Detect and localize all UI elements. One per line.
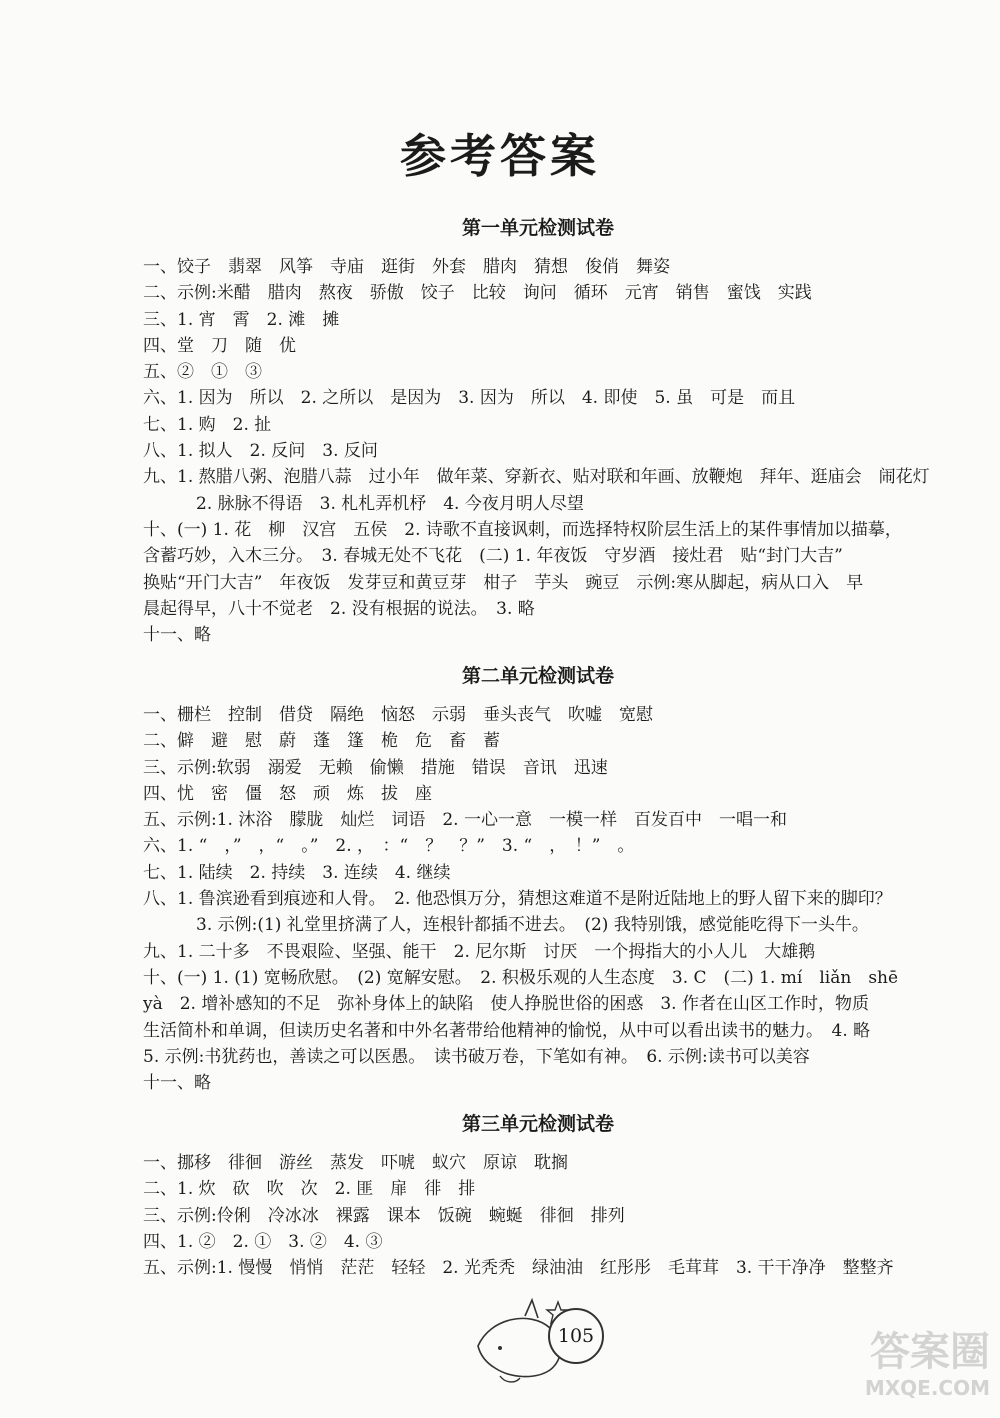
answer-line: 九、1. 熬腊八粥、泡腊八蒜 过小年 做年菜、穿新衣、贴对联和年画、放鞭炮 拜年、逛庙会 闹花灯	[143, 467, 930, 488]
answer-line: yà 2. 增补感知的不足 弥补身体上的缺陷 使人挣脱世俗的困惑 3. 作者在山区工作时，物质	[143, 994, 869, 1015]
answer-line: 晨起得早，八十不觉老 2. 没有根据的说法。 3. 略	[143, 598, 535, 619]
answer-line: 二、1. 炊 砍 吹 次 2. 匪 扉 徘 排	[143, 1179, 476, 1200]
answer-line: 六、1. 因为 所以 2. 之所以 是因为 3. 因为 所以 4. 即使 5. 虽 可是 而且	[143, 388, 796, 409]
section-unit-3	[143, 1106, 933, 1281]
section-title: 第二单元检测试卷	[461, 665, 614, 687]
answer-line: 一、挪移 徘徊 游丝 蒸发 吓唬 蚁穴 原谅 耽搁	[143, 1153, 568, 1173]
answer-lines	[143, 1150, 933, 1281]
answer-line: 五、示例:1. 沐浴 朦胧 灿烂 词语 2. 一心一意 一模一样 百发百中 一唱一和	[143, 810, 787, 831]
answer-line: 四、堂 刀 随 优	[143, 335, 296, 356]
answer-line: 5. 示例:书犹药也，善读之可以医愚。 读书破万卷，下笔如有神。 6. 示例:读书可以美容	[143, 1046, 810, 1067]
page-number: 105	[548, 1308, 604, 1364]
answer-lines	[143, 702, 933, 1096]
answer-line: 换贴“开门大吉” 年夜饭 发芽豆和黄豆芽 柑子 芋头 豌豆 示例:寒从脚起，病从口入 早	[143, 572, 864, 593]
answer-line: 七、1. 陆续 2. 持续 3. 连续 4. 继续	[143, 862, 451, 883]
answer-line: 八、1. 拟人 2. 反问 3. 反问	[143, 441, 378, 462]
watermark-text: 答案圈	[870, 1329, 990, 1375]
answer-line: 一、饺子 翡翠 风筝 寺庙 逛街 外套 腊肉 猜想 俊俏 舞姿	[143, 257, 670, 277]
section-title: 第一单元检测试卷	[461, 217, 614, 239]
answer-lines	[143, 254, 933, 648]
answer-line: 生活简朴和单调，但读历史名著和中外名著带给他精神的愉悦，从中可以看出读书的魅力。 4. 略	[143, 1020, 871, 1041]
answer-line: 2. 脉脉不得语 3. 札札弄机杼 4. 今夜月明人尽望	[179, 493, 584, 514]
answer-line: 六、1. “ ，” ，“ 。” 2. ， ：“ ？ ？” 3. “ ， ！” 。	[143, 836, 635, 857]
watermark-url: MXQE.COM	[864, 1376, 990, 1400]
section-unit-1	[143, 210, 933, 648]
answer-line: 十、(一) 1. 花 柳 汉宫 五侯 2. 诗歌不直接讽刺，而选择特权阶层生活上的某件事情加以描摹，	[143, 519, 902, 540]
page-title: 参考答案	[400, 129, 600, 183]
answer-line: 三、示例:软弱 溺爱 无赖 偷懒 措施 错误 音讯 迅速	[143, 757, 608, 778]
answer-line: 八、1. 鲁滨逊看到痕迹和人骨。 2. 他恐惧万分，猜想这难道不是附近陆地上的野人留下来的脚印？	[143, 889, 892, 910]
answer-line: 一、栅栏 控制 借贷 隔绝 恼怒 示弱 垂头丧气 吹嘘 宽慰	[143, 705, 653, 725]
answer-line: 二、示例:米醋 腊肉 熬夜 骄傲 饺子 比较 询问 循环 元宵 销售 蜜饯 实践	[143, 283, 812, 304]
answer-line: 九、1. 二十多 不畏艰险、坚强、能干 2. 尼尔斯 讨厌 一个拇指大的小人儿 大雄鹅	[143, 941, 816, 962]
answer-line: 三、示例:伶俐 冷冰冰 裸露 课本 饭碗 蜿蜒 徘徊 排列	[143, 1205, 625, 1226]
page-footer	[470, 1288, 620, 1398]
answer-line: 十、(一) 1. (1) 宽畅欣慰。 (2) 宽解安慰。 2. 积极乐观的人生态度 3. C (二) 1. mí liǎn shē	[143, 967, 899, 988]
section-unit-2	[143, 658, 933, 1096]
answer-line: 七、1. 购 2. 扯	[143, 414, 272, 435]
answer-line: 四、忧 密 僵 怒 顽 炼 拔 座	[143, 783, 432, 804]
watermark	[800, 1328, 990, 1408]
section-title: 第三单元检测试卷	[461, 1113, 614, 1135]
answer-line: 三、1. 宵 霄 2. 滩 摊	[143, 309, 340, 330]
answer-line: 含蓄巧妙，入木三分。 3. 春城无处不飞花 (二) 1. 年夜饭 守岁酒 接灶君 贴“封门大吉”	[143, 546, 843, 567]
answer-line: 四、1. ② 2. ① 3. ② 4. ③	[143, 1231, 383, 1252]
answer-line: 五、示例:1. 慢慢 悄悄 茫茫 轻轻 2. 光秃秃 绿油油 红彤彤 毛茸茸 3. 干干净净 整整齐	[143, 1258, 894, 1279]
answer-line: 二、僻 避 慰 蔚 蓬 篷 桅 危 畜 蓄	[143, 731, 500, 752]
answer-line: 3. 示例:(1) 礼堂里挤满了人，连根针都插不进去。 (2) 我特别饿，感觉能吃得下一头牛。	[179, 915, 869, 936]
answer-line: 五、② ① ③	[143, 362, 262, 383]
answer-line: 十一、略	[143, 1073, 211, 1094]
answer-line: 十一、略	[143, 625, 211, 646]
